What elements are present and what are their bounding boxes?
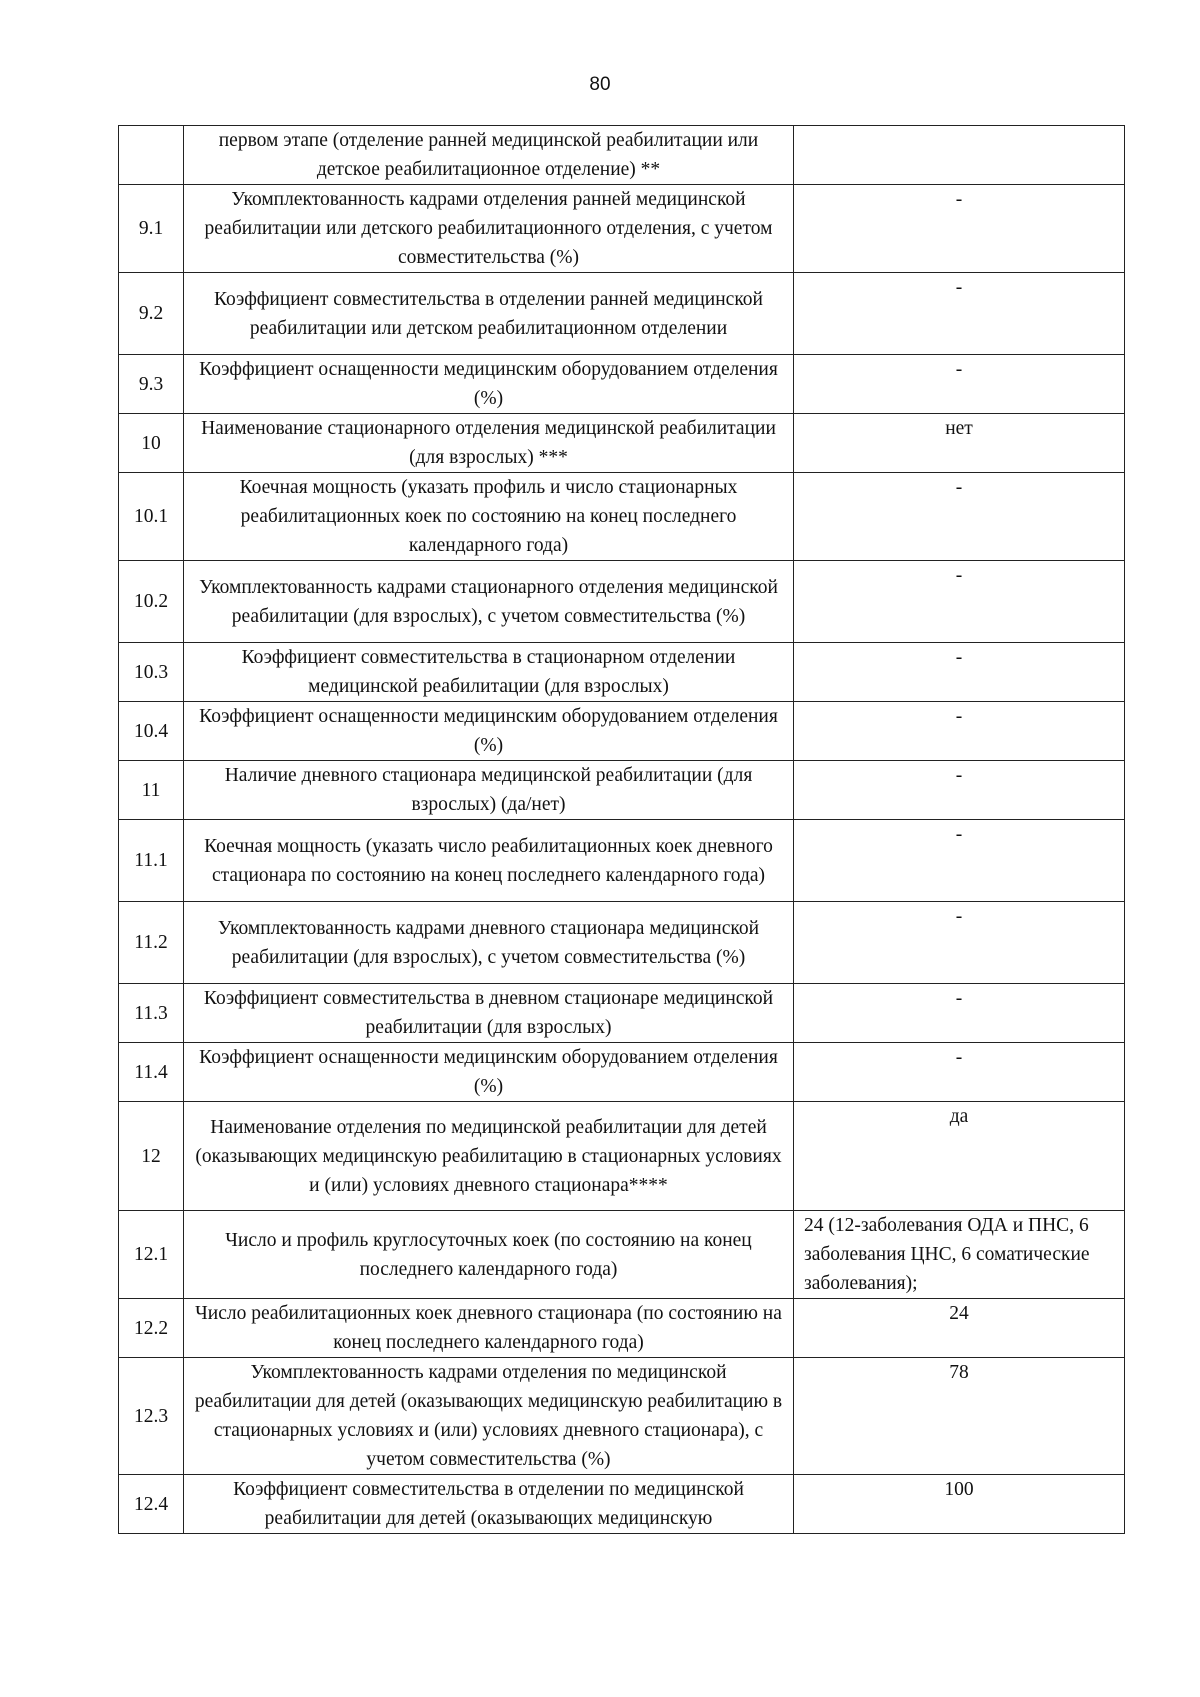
- indicator-description-cell: Укомплектованность кадрами отделения ранней медицинской реабилитации или детского реабилитационного отделения, с учетом совместительства (%): [184, 185, 794, 273]
- table-row: [119, 185, 1125, 273]
- row-number-cell: 10.3: [119, 643, 184, 702]
- table-row: [119, 1102, 1125, 1211]
- indicator-value-cell: -: [794, 761, 1125, 820]
- row-number-cell: 11.4: [119, 1043, 184, 1102]
- table-body: [119, 126, 1125, 1534]
- indicator-description-cell: Коэффициент совместительства в стационарном отделении медицинской реабилитации (для взрослых): [184, 643, 794, 702]
- indicator-description-cell: Коечная мощность (указать число реабилитационных коек дневного стационара по состоянию на конец последнего календарного года): [184, 820, 794, 902]
- indicator-description-cell: первом этапе (отделение ранней медицинской реабилитации или детское реабилитационное отделение) **: [184, 126, 794, 185]
- indicator-description-cell: Наличие дневного стационара медицинской реабилитации (для взрослых) (да/нет): [184, 761, 794, 820]
- table-row: [119, 273, 1125, 355]
- indicator-description-cell: Укомплектованность кадрами стационарного отделения медицинской реабилитации (для взрослых), с учетом совместительства (%): [184, 561, 794, 643]
- indicator-value-cell: -: [794, 643, 1125, 702]
- indicator-value-cell: 24: [794, 1299, 1125, 1358]
- table-row: [119, 761, 1125, 820]
- indicator-value-cell: 100: [794, 1475, 1125, 1534]
- indicator-description-cell: Коэффициент совместительства в отделении по медицинской реабилитации для детей (оказывающих медицинскую: [184, 1475, 794, 1534]
- indicator-description-cell: Укомплектованность кадрами дневного стационара медицинской реабилитации (для взрослых), с учетом совместительства (%): [184, 902, 794, 984]
- indicator-description-cell: Наименование отделения по медицинской реабилитации для детей (оказывающих медицинскую реабилитацию в стационарных условиях и (или) условиях дневного стационара****: [184, 1102, 794, 1211]
- indicator-description-cell: Укомплектованность кадрами отделения по медицинской реабилитации для детей (оказывающих медицинскую реабилитацию в стационарных условиях и (или) условиях дневного стационара), с учетом совместительства (%): [184, 1358, 794, 1475]
- indicator-value-cell: 24 (12-заболевания ОДА и ПНС, 6 заболевания ЦНС, 6 соматические заболевания);: [794, 1211, 1125, 1299]
- indicator-value-cell: -: [794, 702, 1125, 761]
- indicator-description-cell: Число реабилитационных коек дневного стационара (по состоянию на конец последнего календарного года): [184, 1299, 794, 1358]
- table-row: [119, 473, 1125, 561]
- indicator-value-cell: -: [794, 984, 1125, 1043]
- table-row: [119, 820, 1125, 902]
- row-number-cell: [119, 126, 184, 185]
- table-row: [119, 561, 1125, 643]
- table-row: [119, 1211, 1125, 1299]
- indicator-description-cell: Коэффициент оснащенности медицинским оборудованием отделения (%): [184, 1043, 794, 1102]
- row-number-cell: 12.2: [119, 1299, 184, 1358]
- indicator-value-cell: -: [794, 820, 1125, 902]
- table-row: [119, 984, 1125, 1043]
- row-number-cell: 10.1: [119, 473, 184, 561]
- table-row: [119, 355, 1125, 414]
- row-number-cell: 11.2: [119, 902, 184, 984]
- row-number-cell: 11.1: [119, 820, 184, 902]
- row-number-cell: 9.2: [119, 273, 184, 355]
- indicator-value-cell: да: [794, 1102, 1125, 1211]
- row-number-cell: 9.3: [119, 355, 184, 414]
- indicator-value-cell: -: [794, 273, 1125, 355]
- row-number-cell: 12.3: [119, 1358, 184, 1475]
- indicator-value-cell: нет: [794, 414, 1125, 473]
- indicator-description-cell: Число и профиль круглосуточных коек (по состоянию на конец последнего календарного года): [184, 1211, 794, 1299]
- indicator-description-cell: Коэффициент совместительства в дневном стационаре медицинской реабилитации (для взрослых): [184, 984, 794, 1043]
- row-number-cell: 12: [119, 1102, 184, 1211]
- table-row: [119, 702, 1125, 761]
- indicator-value-cell: -: [794, 1043, 1125, 1102]
- table-row: [119, 1475, 1125, 1534]
- indicator-value-cell: [794, 126, 1125, 185]
- table-row: [119, 1299, 1125, 1358]
- row-number-cell: 11: [119, 761, 184, 820]
- indicator-value-cell: 78: [794, 1358, 1125, 1475]
- indicator-value-cell: -: [794, 185, 1125, 273]
- row-number-cell: 10.2: [119, 561, 184, 643]
- row-number-cell: 12.1: [119, 1211, 184, 1299]
- indicator-description-cell: Наименование стационарного отделения медицинской реабилитации (для взрослых) ***: [184, 414, 794, 473]
- indicator-value-cell: -: [794, 355, 1125, 414]
- row-number-cell: 9.1: [119, 185, 184, 273]
- indicator-value-cell: -: [794, 902, 1125, 984]
- table-row: [119, 902, 1125, 984]
- table-row: [119, 1358, 1125, 1475]
- row-number-cell: 12.4: [119, 1475, 184, 1534]
- indicator-description-cell: Коечная мощность (указать профиль и число стационарных реабилитационных коек по состоянию на конец последнего календарного года): [184, 473, 794, 561]
- page-number: 80: [589, 74, 611, 95]
- indicator-description-cell: Коэффициент оснащенности медицинским оборудованием отделения (%): [184, 355, 794, 414]
- row-number-cell: 10.4: [119, 702, 184, 761]
- table-row: [119, 126, 1125, 185]
- indicator-value-cell: -: [794, 561, 1125, 643]
- indicators-table: [118, 125, 1125, 1534]
- table-row: [119, 1043, 1125, 1102]
- row-number-cell: 11.3: [119, 984, 184, 1043]
- indicator-description-cell: Коэффициент совместительства в отделении ранней медицинской реабилитации или детском реабилитационном отделении: [184, 273, 794, 355]
- indicator-description-cell: Коэффициент оснащенности медицинским оборудованием отделения (%): [184, 702, 794, 761]
- row-number-cell: 10: [119, 414, 184, 473]
- table-row: [119, 643, 1125, 702]
- table-row: [119, 414, 1125, 473]
- indicator-value-cell: -: [794, 473, 1125, 561]
